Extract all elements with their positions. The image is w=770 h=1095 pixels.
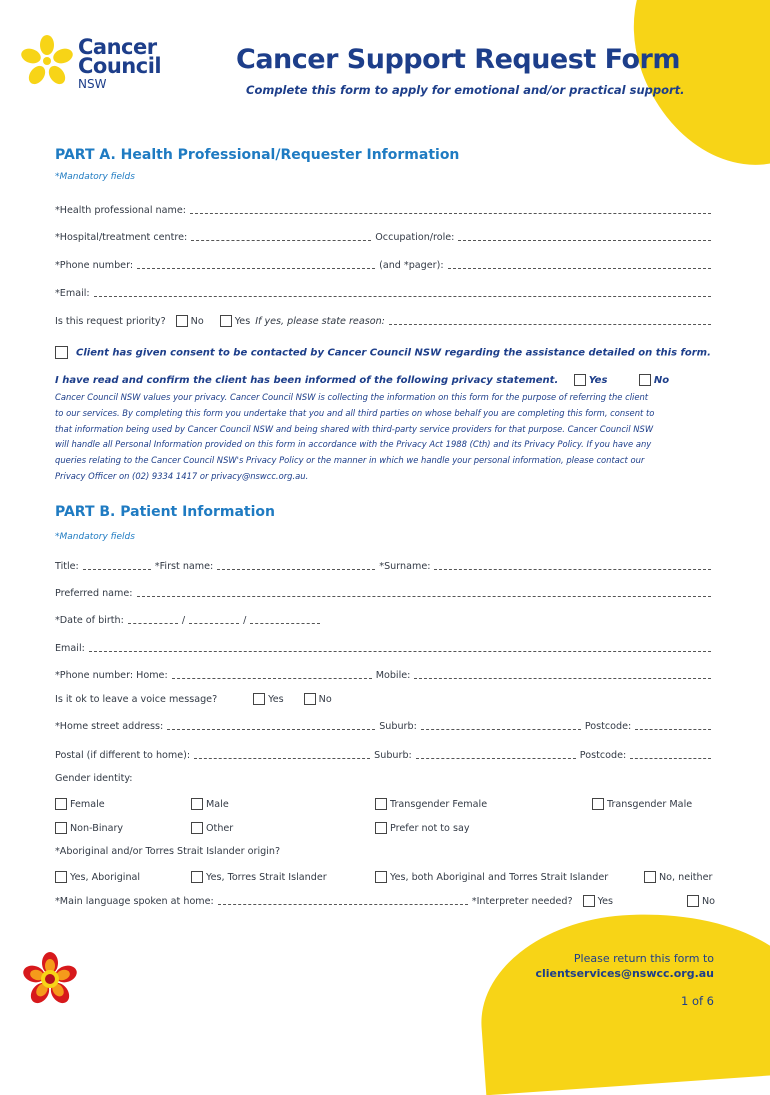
prefer-not-checkbox[interactable] — [375, 822, 387, 834]
origin-option-both[interactable] — [375, 871, 608, 883]
health-professional-label: *Health professional name: — [55, 205, 186, 216]
first-name-field[interactable] — [217, 560, 375, 570]
preferred-row — [55, 587, 715, 599]
gender-option-non-binary[interactable] — [55, 822, 123, 834]
trans-male-checkbox[interactable] — [592, 798, 604, 810]
language-row — [55, 895, 715, 907]
privacy-line: Privacy Officer on (02) 9334 1417 or privacy@nswcc.org.au. — [55, 470, 309, 481]
origin-option-tsi[interactable] — [191, 871, 327, 883]
home-address-label: *Home street address: — [55, 721, 164, 732]
voice-yes-label: Yes — [268, 694, 284, 705]
hospital-row — [55, 231, 715, 243]
gender-option-trans-male[interactable] — [592, 798, 692, 810]
privacy-line: that information being used by Cancer Council NSW and being shared with third-party service providers for that purpose. Cancer Council NSW — [55, 423, 654, 434]
patient-phone-row — [55, 669, 715, 681]
privacy-line: Cancer Council NSW values your privacy. Cancer Council NSW is collecting the information on this form for the purpose of referring the client — [55, 392, 649, 402]
dob-month-field[interactable] — [189, 614, 239, 624]
email-row — [55, 287, 715, 299]
interpreter-no-label: No — [701, 896, 715, 907]
neither-checkbox[interactable] — [644, 871, 656, 883]
voice-yes-checkbox[interactable] — [253, 693, 265, 705]
hospital-label: *Hospital/treatment centre: — [55, 232, 188, 243]
voice-no-label: No — [318, 694, 332, 705]
postal-suburb-label: Suburb: — [374, 750, 412, 761]
daffodil-logo-icon — [20, 34, 74, 88]
postal-address-label: Postal (if different to home): — [55, 750, 191, 761]
postal-suburb-field[interactable] — [416, 749, 576, 759]
patient-email-label: Email: — [55, 643, 85, 654]
phone-label: *Phone number: — [55, 260, 134, 271]
dob-year-field[interactable] — [250, 614, 320, 624]
voice-message-label: Is it ok to leave a voice message? — [55, 694, 218, 705]
postal-postcode-label: Postcode: — [579, 750, 627, 761]
postal-address-field[interactable] — [194, 749, 370, 759]
mobile-label: Mobile: — [375, 670, 411, 681]
privacy-no-label: No — [653, 375, 670, 386]
privacy-line: queries relating to the Cancer Council NSW's Privacy Policy or the manner in which we handle your personal information, please contact our — [55, 455, 645, 466]
prefer-not-label: Prefer not to say — [390, 823, 470, 834]
daffodil-emblem-icon — [22, 951, 78, 1007]
gender-option-female[interactable] — [55, 798, 105, 810]
dob-row: *Date of birth: / / — [55, 614, 715, 626]
female-label: Female — [70, 799, 105, 810]
language-field[interactable] — [218, 895, 468, 905]
home-address-field[interactable] — [167, 720, 375, 730]
mandatory-note: *Mandatory fields — [55, 532, 135, 542]
consent-checkbox[interactable] — [55, 346, 68, 359]
aboriginal-checkbox[interactable] — [55, 871, 67, 883]
gender-option-trans-female[interactable] — [375, 798, 487, 810]
page-subtitle: Complete this form to apply for emotional and/or practical support. — [246, 83, 685, 97]
female-checkbox[interactable] — [55, 798, 67, 810]
patient-email-row — [55, 642, 715, 654]
first-name-label: *First name: — [154, 561, 214, 572]
priority-yes-checkbox[interactable] — [220, 315, 232, 327]
privacy-no-checkbox[interactable] — [639, 374, 651, 386]
gender-option-prefer-not[interactable] — [375, 822, 470, 834]
part-a-heading: PART A. Health Professional/Requester Information — [55, 147, 460, 163]
mobile-field[interactable] — [414, 669, 711, 679]
tsi-label: Yes, Torres Strait Islander — [206, 872, 327, 883]
reason-field[interactable] — [389, 315, 711, 325]
return-email-link[interactable]: clientservices@nswcc.org.au — [535, 967, 714, 980]
phone-home-label: *Phone number: Home: — [55, 670, 168, 681]
trans-female-checkbox[interactable] — [375, 798, 387, 810]
non-binary-checkbox[interactable] — [55, 822, 67, 834]
both-checkbox[interactable] — [375, 871, 387, 883]
gender-option-male[interactable] — [191, 798, 229, 810]
postcode-label: Postcode: — [584, 721, 632, 732]
trans-male-label: Transgender Male — [607, 799, 693, 810]
origin-option-aboriginal[interactable] — [55, 871, 140, 883]
priority-label: Is this request priority? — [55, 316, 166, 327]
male-checkbox[interactable] — [191, 798, 203, 810]
interpreter-yes-label: Yes — [597, 896, 614, 907]
reason-label: If yes, please state reason: — [255, 316, 385, 327]
dob-label: *Date of birth: — [55, 615, 124, 626]
postcode-field[interactable] — [635, 720, 711, 730]
dob-day-field[interactable] — [128, 614, 178, 624]
voice-no-checkbox[interactable] — [304, 693, 316, 705]
pager-field[interactable] — [448, 259, 711, 269]
title-field[interactable] — [83, 560, 151, 570]
origin-question — [55, 846, 715, 857]
return-instruction: Please return this form to — [573, 952, 714, 965]
page-title: Cancer Support Request Form — [236, 44, 680, 75]
preferred-name-field[interactable] — [137, 587, 711, 597]
origin-option-neither[interactable] — [644, 871, 712, 883]
interpreter-label: *Interpreter needed? — [471, 896, 573, 907]
occupation-label: Occupation/role: — [375, 232, 455, 243]
gender-label: Gender identity: — [55, 773, 133, 784]
page-number: 1 of 6 — [680, 994, 714, 1008]
patient-email-field[interactable] — [89, 642, 711, 652]
tsi-checkbox[interactable] — [191, 871, 203, 883]
privacy-confirm-label: I have read and confirm the client has been informed of the following privacy statement. — [55, 375, 559, 386]
trans-female-label: Transgender Female — [390, 799, 488, 810]
gender-option-other[interactable] — [191, 822, 233, 834]
priority-no-label: No — [190, 316, 204, 327]
privacy-confirm-row — [55, 374, 669, 386]
email-field[interactable] — [94, 287, 711, 297]
email-label: *Email: — [55, 288, 90, 299]
postal-address-row — [55, 749, 715, 761]
privacy-yes-checkbox[interactable] — [574, 374, 586, 386]
neither-label: No, neither — [659, 872, 713, 883]
consent-label: Client has given consent to be contacted by Cancer Council NSW regarding the assistance detailed on this form. — [76, 347, 711, 359]
priority-no-checkbox[interactable] — [176, 315, 188, 327]
phone-row — [55, 259, 715, 271]
gender-question — [55, 773, 715, 784]
pager-label: (and *pager): — [379, 260, 444, 271]
surname-label: *Surname: — [379, 561, 431, 572]
privacy-line: will handle all Personal Information provided on this form in accordance with the Privacy Act 1988 (Cth) and its Privacy Policy. If you have any — [55, 439, 652, 450]
priority-yes-label: Yes — [234, 316, 251, 327]
privacy-yes-label: Yes — [588, 375, 608, 386]
language-label: *Main language spoken at home: — [55, 896, 214, 907]
decorative-yellow-shape-bottom — [474, 903, 770, 1095]
other-label: Other — [206, 823, 234, 834]
privacy-statement — [55, 390, 715, 485]
priority-row — [55, 315, 715, 327]
privacy-line: to our services. By completing this form you undertake that you and all third parties on whose behalf you are completing this form, consent to — [55, 407, 655, 418]
consent-row — [55, 346, 711, 359]
interpreter-yes-checkbox[interactable] — [583, 895, 595, 907]
phone-field[interactable] — [137, 259, 375, 269]
origin-label: *Aboriginal and/or Torres Strait Islander origin? — [55, 846, 281, 857]
home-address-row — [55, 720, 715, 732]
phone-home-field[interactable] — [172, 669, 372, 679]
male-label: Male — [206, 799, 229, 810]
hospital-field[interactable] — [191, 231, 371, 241]
interpreter-no-checkbox[interactable] — [687, 895, 699, 907]
decorative-yellow-shape-top — [605, 0, 770, 195]
occupation-field[interactable] — [458, 231, 711, 241]
name-row — [55, 560, 715, 572]
both-label: Yes, both Aboriginal and Torres Strait Islander — [390, 872, 609, 883]
other-checkbox[interactable] — [191, 822, 203, 834]
suburb-label: Suburb: — [379, 721, 417, 732]
suburb-field[interactable] — [421, 720, 581, 730]
surname-field[interactable] — [434, 560, 711, 570]
mandatory-note: *Mandatory fields — [55, 172, 135, 182]
preferred-name-label: Preferred name: — [55, 588, 133, 599]
postal-postcode-field[interactable] — [630, 749, 711, 759]
health-professional-field[interactable] — [190, 204, 711, 214]
non-binary-label: Non-Binary — [70, 823, 124, 834]
part-b-heading: PART B. Patient Information — [55, 504, 276, 520]
title-label: Title: — [55, 561, 79, 572]
health-professional-row — [55, 204, 715, 216]
voice-message-row — [55, 693, 715, 705]
brand-wordmark: Cancer Council NSW — [78, 35, 162, 91]
aboriginal-label: Yes, Aboriginal — [70, 872, 141, 883]
